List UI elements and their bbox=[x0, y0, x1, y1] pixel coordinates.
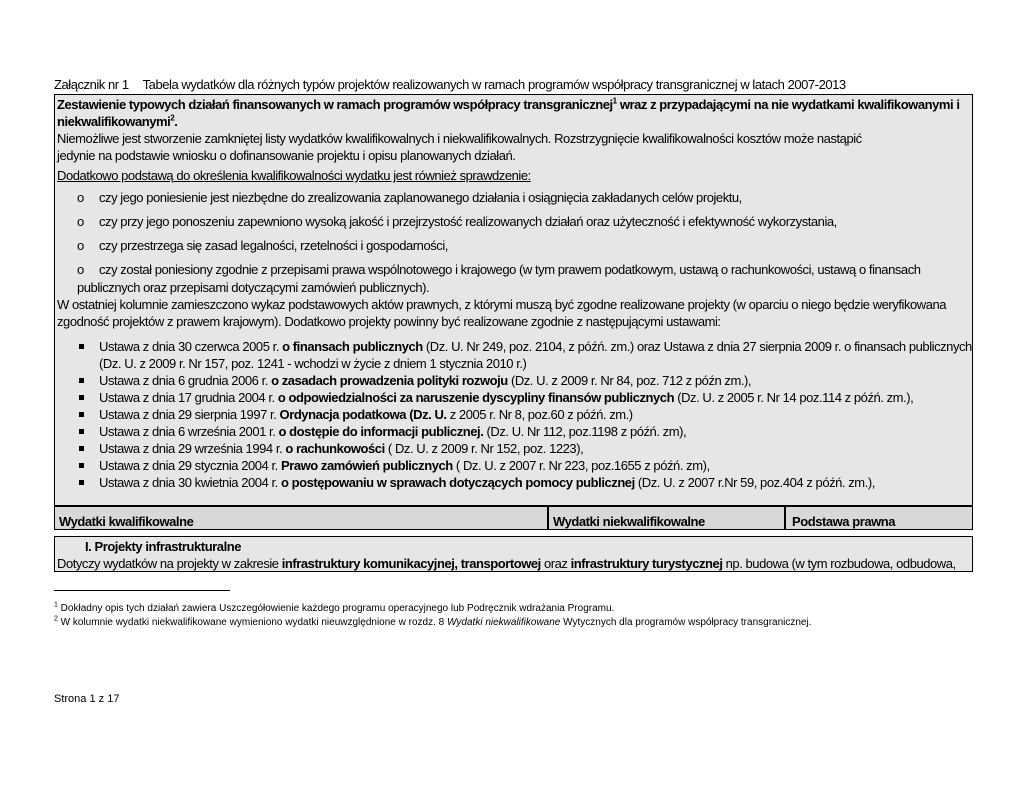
header-legal-basis: Podstawa prawna bbox=[785, 506, 973, 530]
intro-box bbox=[54, 94, 973, 506]
caption-label: Załącznik nr 1 bbox=[54, 77, 129, 92]
section-title: I. Projekty infrastrukturalne bbox=[85, 539, 242, 554]
list-item bbox=[57, 213, 970, 237]
law-item: Ustawa z dnia 29 sierpnia 1997 r. Ordynacja podatkowa (Dz. U. z 2005 r. Nr 8, poz.60 z późń. zm.) bbox=[57, 406, 970, 423]
header-eligible: Wydatki kwalifikowalne bbox=[54, 506, 548, 530]
intro-heading-text-2: wraz z przypadającymi na nie wydatkami kwalifikowanymi i bbox=[616, 97, 960, 112]
circle-bullet-icon: o bbox=[77, 262, 84, 277]
intro-paragraph-1: Niemożliwe jest stworzenie zamkniętej listy wydatków kwalifikowalnych i niekwalifikowalnych. Rozstrzygnięcie kwalifikowalności kosztów może nastąpić bbox=[57, 131, 862, 146]
law-intro-2: zgodność projektów z prawem krajowym). Dodatkowo projekty powinny być realizowane zgodnie z następującymi ustawami: bbox=[57, 314, 721, 329]
circle-bullet-icon: o bbox=[77, 190, 84, 205]
square-bullet-icon bbox=[79, 463, 84, 468]
header-ineligible: Wydatki niekwalifikowalne bbox=[548, 506, 785, 530]
law-item: Ustawa z dnia 6 grudnia 2006 r. o zasadach prowadzenia polityki rozwoju (Dz. U. z 2009 r. Nr 84, poz. 712 z późn zm.), bbox=[57, 372, 970, 389]
intro-heading-end: . bbox=[174, 114, 178, 129]
list-item-text: czy jego poniesienie jest niezbędne do zrealizowania zaplanowanego działania i osiągnięcia zakładanych celów projektu, bbox=[99, 190, 742, 205]
list-item bbox=[57, 189, 970, 213]
law-item: Ustawa z dnia 30 czerwca 2005 r. o finansach publicznych (Dz. U. Nr 249, poz. 2104, z późń. zm.) oraz Ustawa z dnia 27 sierpnia 2009 r. o finansach publicznych (Dz. U. z 2009 r. Nr 157, poz. 1241 - wchodzi w życie z dniem 1 stycznia 2010 r.) bbox=[57, 338, 970, 372]
intro-paragraph-2: jedynie na podstawie wniosku o dofinansowanie projektu i opisu planowanych działań. bbox=[57, 148, 516, 163]
footnote-2: $^2$ W kolumnie wydatki niekwalifikowane wymieniono wydatki nieuwzględnione w rozdz. 8 Wydatki niekwalifikowane Wytycznych dla programów współpracy transgranicznej. bbox=[54, 615, 812, 628]
intro-heading-text-3: niekwalifikowanymi bbox=[57, 114, 171, 129]
square-bullet-icon bbox=[79, 378, 84, 383]
section-description: Dotyczy wydatków na projekty w zakresie infrastruktury komunikacyjnej, transportowej oraz infrastruktury turystycznej np. budowa (w tym rozbudowa, odbudowa, bbox=[57, 556, 956, 571]
list-item bbox=[57, 261, 970, 285]
circle-bullet-icon: o bbox=[77, 238, 84, 253]
law-item: Ustawa z dnia 29 września 1994 r. o rachunkowości ( Dz. U. z 2009 r. Nr 152, poz. 1223), bbox=[57, 440, 970, 457]
square-bullet-icon bbox=[79, 480, 84, 485]
intro-heading bbox=[57, 96, 970, 113]
square-bullet-icon bbox=[79, 429, 84, 434]
table-caption bbox=[54, 76, 974, 93]
section-infrastructure bbox=[54, 536, 973, 572]
footnote-rule bbox=[54, 590, 230, 591]
list-item bbox=[57, 237, 970, 261]
circle-bullet-icon: o bbox=[77, 214, 84, 229]
law-list bbox=[57, 338, 970, 491]
square-bullet-icon bbox=[79, 344, 84, 349]
square-bullet-icon bbox=[79, 412, 84, 417]
footnote-ref-2: 2 bbox=[170, 113, 175, 123]
law-item: Ustawa z dnia 30 kwietnia 2004 r. o postępowaniu w sprawach dotyczących pomocy publicznej (Dz. U. z 2007 r.Nr 59, poz.404 z późń. zm.), bbox=[57, 474, 970, 491]
law-item: Ustawa z dnia 29 stycznia 2004 r. Prawo zamówień publicznych ( Dz. U. z 2007 r. Nr 223, poz.1655 z późń. zm), bbox=[57, 457, 970, 474]
check-continuation: publicznych oraz przepisami dotyczącymi zamówień publicznych). bbox=[77, 280, 430, 295]
footnote-ref-1: 1 bbox=[612, 96, 617, 106]
page-number: Strona 1 z 17 bbox=[54, 693, 120, 705]
law-intro-1: W ostatniej kolumnie zamieszczono wykaz podstawowych aktów prawnych, z którymi muszą być zgodne realizowane projekty (w oparciu o niego będzie weryfikowana bbox=[57, 297, 947, 312]
intro-heading-text: Zestawienie typowych działań finansowanych w ramach programów współpracy transgranicznej bbox=[57, 97, 613, 112]
list-item-text: czy został poniesiony zgodnie z przepisami prawa wspólnotowego i krajowego (w tym prawem podatkowym, ustawą o rachunkowości, ustawą o finansach bbox=[99, 262, 921, 277]
list-item-text: czy przestrzega się zasad legalności, rzetelności i gospodarności, bbox=[99, 238, 448, 253]
square-bullet-icon bbox=[79, 446, 84, 451]
check-heading: Dodatkowo podstawą do określenia kwalifikowalności wydatku jest również sprawdzenie: bbox=[57, 168, 531, 183]
check-list bbox=[57, 189, 970, 285]
intro-heading-cont bbox=[57, 113, 970, 130]
square-bullet-icon bbox=[79, 395, 84, 400]
footnote-1: $^1$ Dokładny opis tych działań zawiera Uszczegółowienie każdego programu operacyjnego lub Podręcznik wdrażania Programu. bbox=[54, 601, 615, 614]
caption-title: Tabela wydatków dla różnych typów projektów realizowanych w ramach programów współpracy transgranicznej w latach 2007-2013 bbox=[142, 77, 846, 92]
list-item-text: czy przy jego ponoszeniu zapewniono wysoką jakość i przejrzystość realizowanych działań oraz użyteczność i efektywność wykorzystania, bbox=[99, 214, 837, 229]
law-item: Ustawa z dnia 6 września 2001 r. o dostępie do informacji publicznej. (Dz. U. Nr 112, poz.1198 z późń. zm), bbox=[57, 423, 970, 440]
law-item: Ustawa z dnia 17 grudnia 2004 r. o odpowiedzialności za naruszenie dyscypliny finansów publicznych (Dz. U. z 2005 r. Nr 14 poz.114 z późń. zm.), bbox=[57, 389, 970, 406]
